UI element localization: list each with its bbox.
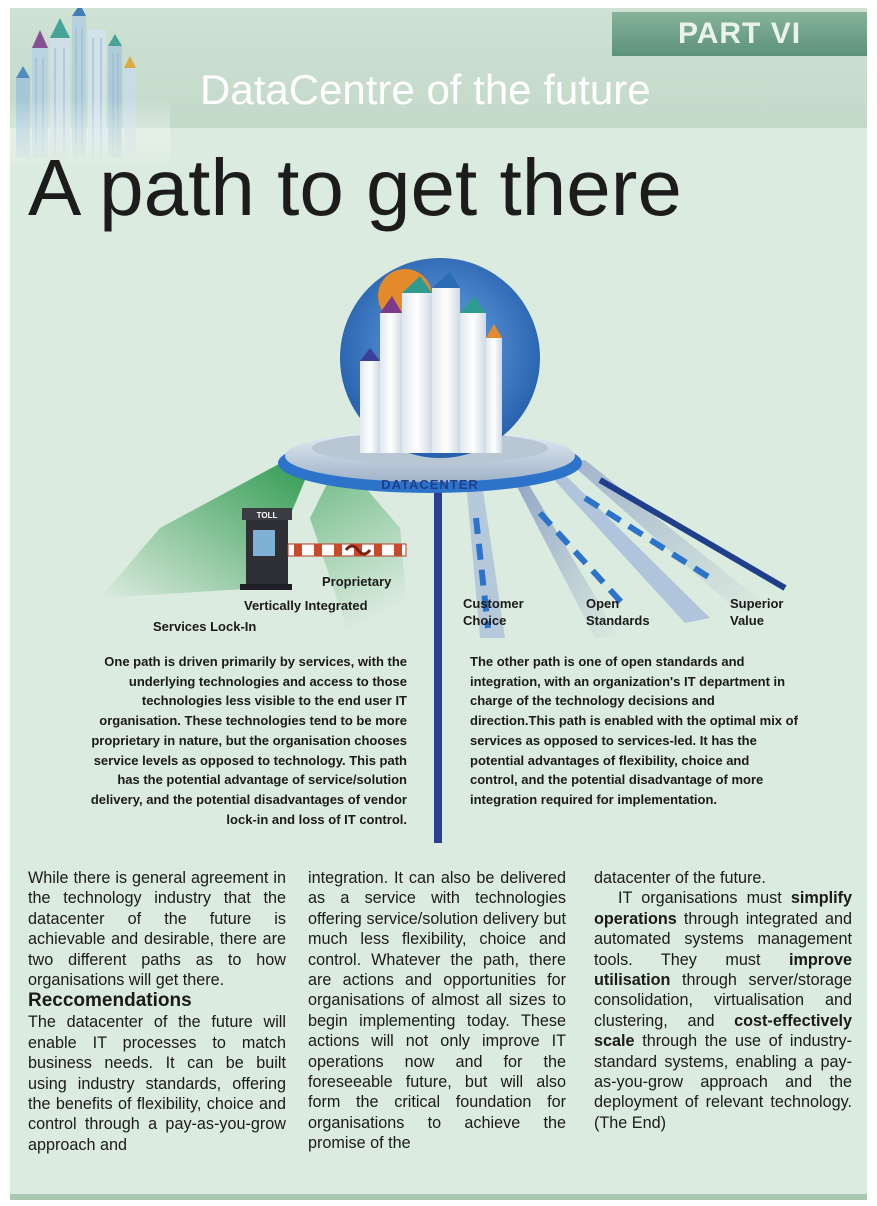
article-column-2 [308, 868, 566, 1154]
section-subtitle: DataCentre of the future [200, 66, 651, 113]
footer-bar [10, 1194, 867, 1200]
column-3-paragraph: IT organisations must simplify operations through integrated and automated systems management tools. They must improve utilisation through server/storage consolidation, virtualisation and clustering, and cost-effectively scale through the use of industry-standard systems, enabling a pay-as-you-grow approach and the deployment of relevant technology. (The End) [594, 889, 852, 1132]
left-path-description: One path is driven primarily by services, with the underlying technologies and access to those technologies less visible to the end user IT organisation. These technologies tend to be more proprietary in nature, but the organisation chooses service levels as opposed to technology. This path has the potential advantage of service/solution delivery, and the potential disadvantages of vendor lock-in and loss of IT control. [90, 654, 407, 827]
datacenter-label: DATACENTER [381, 477, 479, 492]
label-vertically-integrated: Vertically Integrated [244, 598, 368, 613]
article-column-1 [28, 868, 286, 1155]
superior-value-line [600, 480, 785, 588]
column-3-lead: datacenter of the future. [594, 869, 766, 887]
recommendations-heading: Reccomendations [28, 990, 192, 1012]
column-2-paragraph: integration. It can also be delivered as a service with technologies offering service/solution delivery but much less flexibility, choice and control. Whatever the path, there are actions and opportunities for organisations of almost all sizes to begin implementing today. These actions will not only improve IT operations now and for the foreseeable future, but will also form the critical foundation for organisations to achieve the promise of the [308, 869, 566, 1153]
part-label: PART VI [612, 12, 867, 56]
label-open-standards: Open Standards [586, 596, 650, 628]
intro-paragraph: While there is general agreement in the technology industry that the datacenter of the future is achievable and desirable, there are two different paths as to how organisations will get there. [28, 869, 286, 990]
article-column-3 [594, 868, 852, 1133]
label-superior-value: Superior Value [730, 596, 784, 628]
recommendations-paragraph: The datacenter of the future will enable IT processes to match business needs. It can be built using industry standards, offering the benefits of flexibility, choice and control through a pay-as-you-grow approach and [28, 1013, 286, 1154]
label-customer-choice: Customer Choice [463, 596, 524, 628]
svg-text:TOLL: TOLL [256, 511, 278, 520]
label-services-lock-in: Services Lock-In [153, 619, 257, 634]
article-title: A path to get there [28, 143, 682, 232]
magazine-page [10, 8, 867, 1200]
label-proprietary: Proprietary [322, 574, 392, 589]
right-path-description: The other path is one of open standards and integration, with an organization's IT department in charge of the technology decisions and direction.This path is enabled with the optimal mix of services as opposed to services-led. It has the potential advantages of flexibility, choice and control, and the potential disadvantage of more integration required for implementation. [470, 654, 798, 807]
